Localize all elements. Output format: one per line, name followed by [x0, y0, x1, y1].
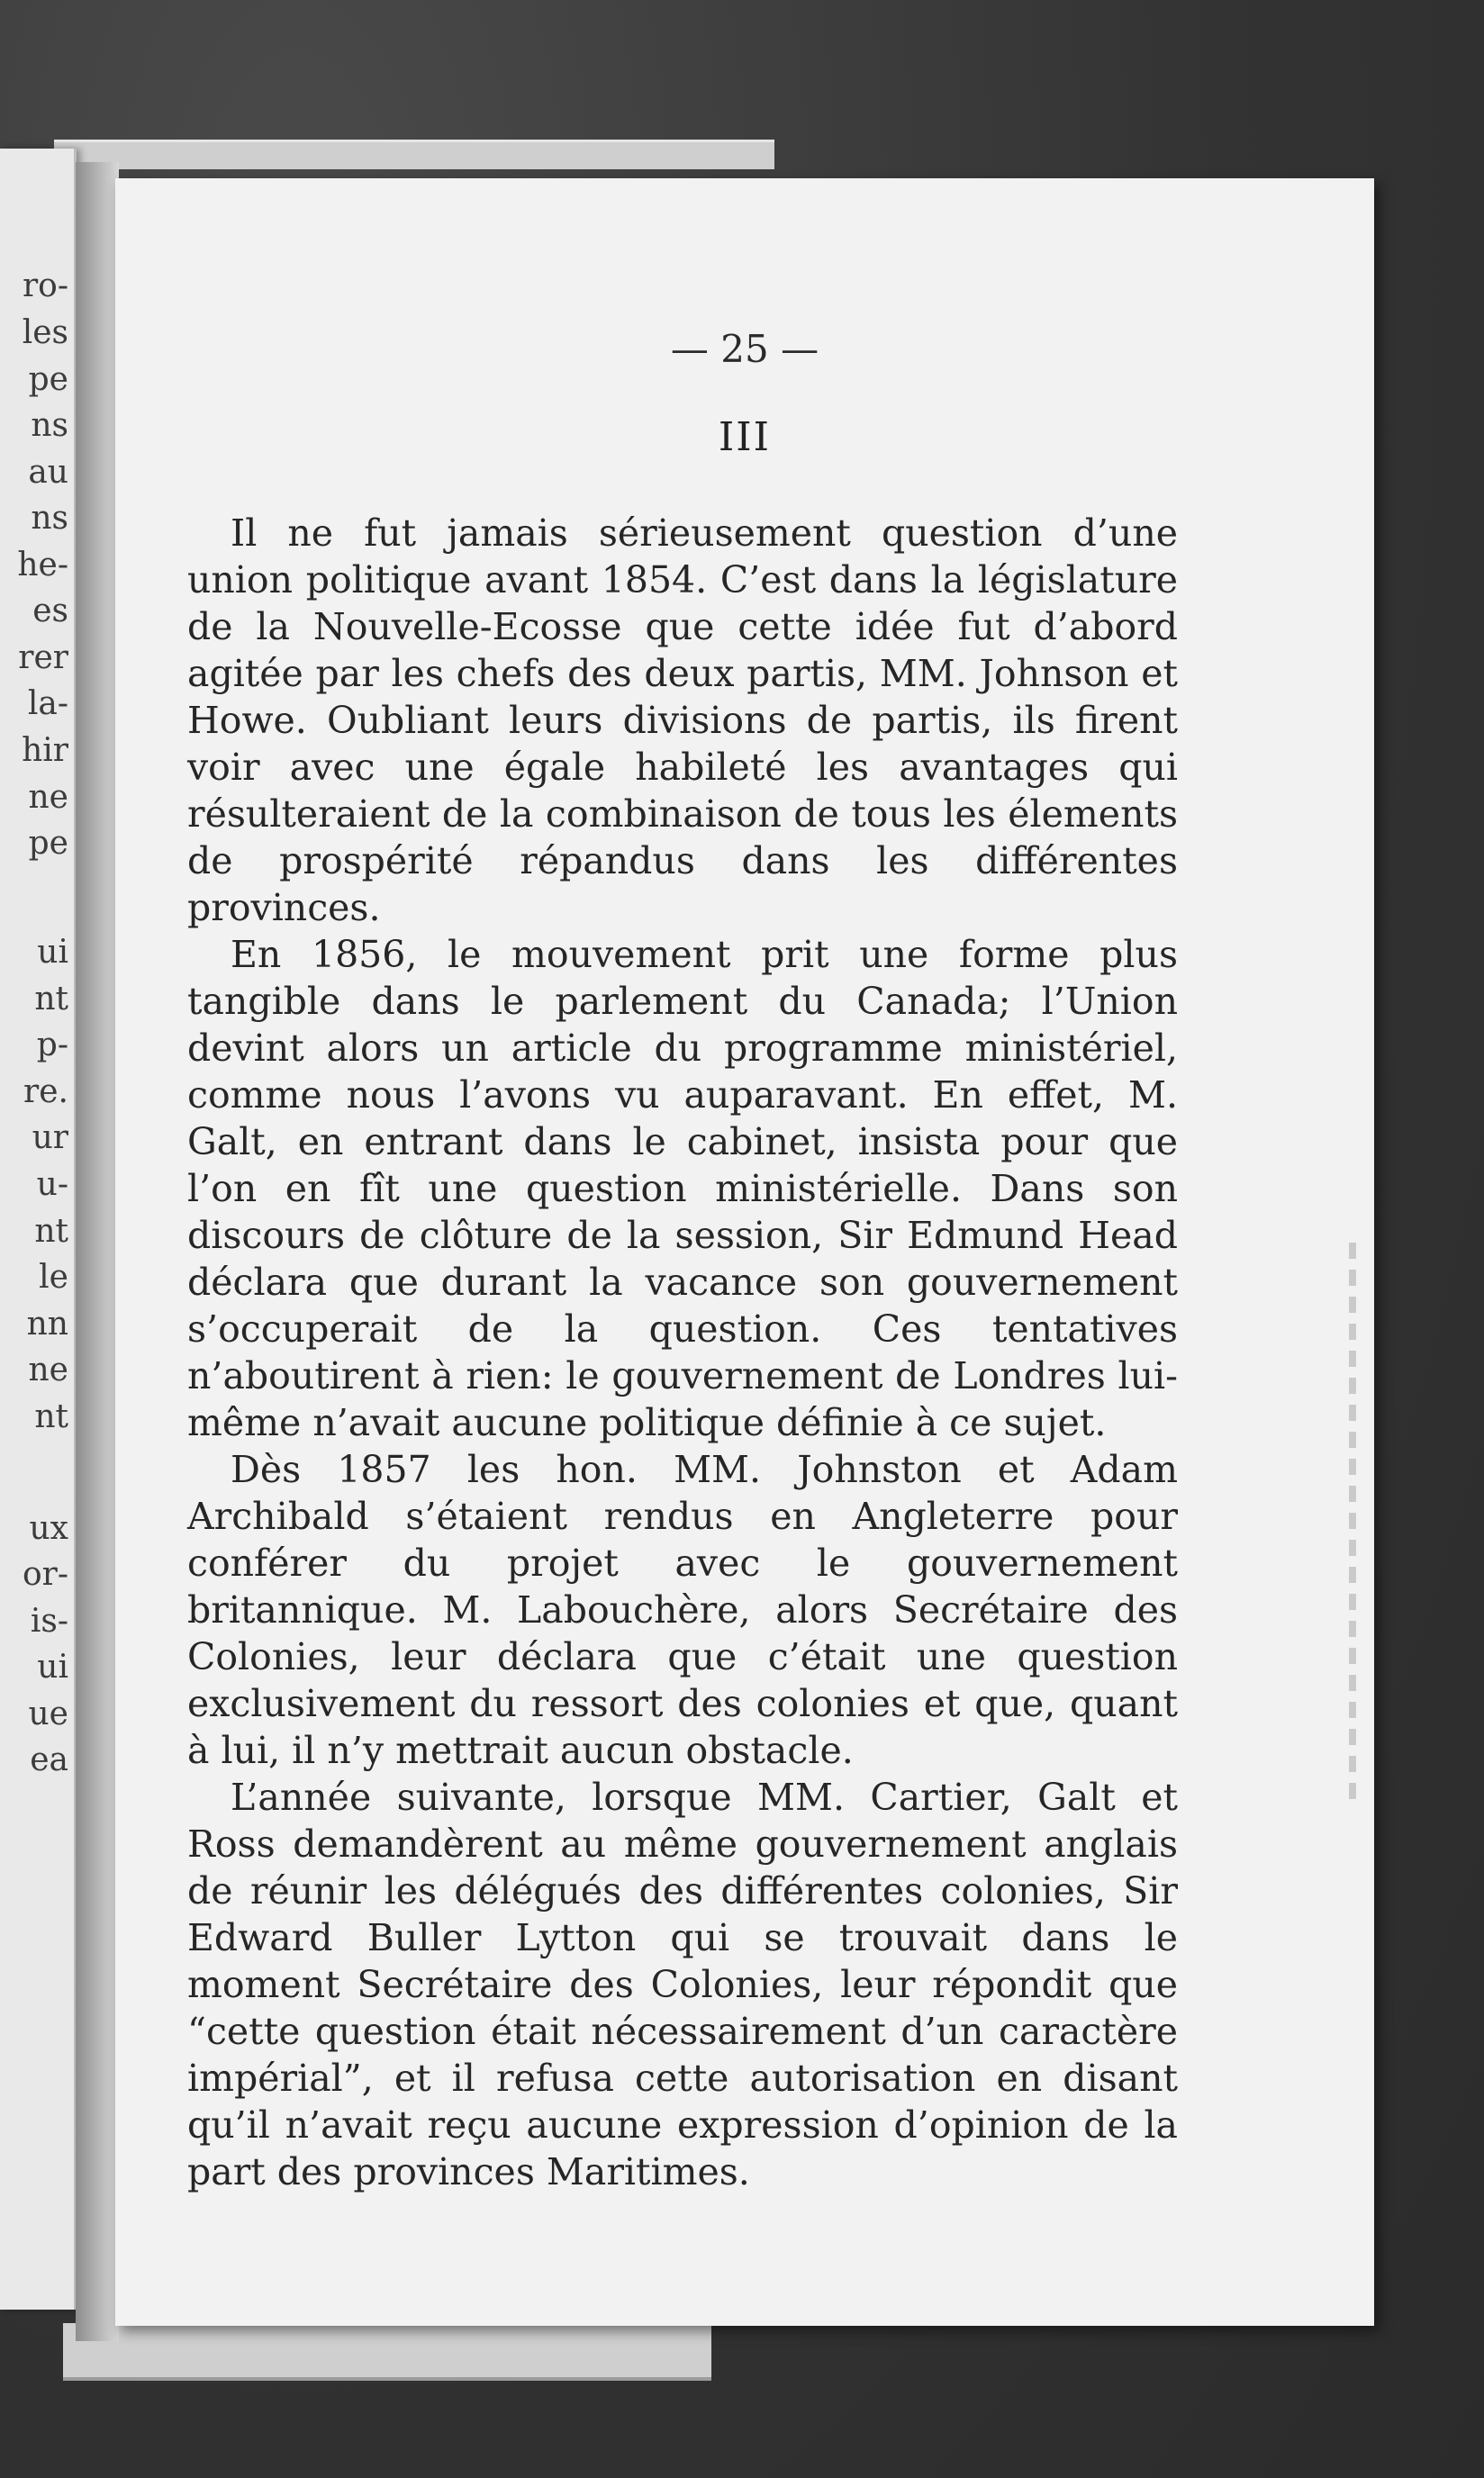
left-page-fragment: nt — [34, 1213, 68, 1250]
left-page-fragment: or- — [22, 1556, 68, 1593]
page-bottom-edge — [63, 2323, 711, 2381]
paragraph-1: Il ne fut jamais sérieusement question d’une union politique avant 1854. C’est dans la législature de la Nouvelle-Ecosse que cette idée fut d’abord agitée par les chefs des deux partis, MM. Johnson et Howe. Oubliant leurs divisions de partis, ils firent voir avec une égale habileté les avantages qui résulteraient de la combinaison de tous les élements de prospérité répandus dans les différentes provinces. — [187, 511, 1178, 929]
left-page-fragment: p- — [36, 1026, 68, 1063]
paragraph-2: En 1856, le mouvement prit une forme plus tangible dans le parlement du Canada; l’Union devint alors un article du programme ministériel, comme nous l’avons vu auparavant. En effet, M. Galt, en entrant dans le cabinet, insista pour que l’on en fît une question ministérielle. Dans son discours de clôture de la session, Sir Edmund Head déclara que durant la vacance son gouvernement s’occuperait de la question. Ces tentatives n’aboutirent à rien: le gouvernement de Londres lui-même n’avait aucune politique définie à ce sujet. — [187, 933, 1178, 1444]
book-spine-shadow — [76, 162, 119, 2341]
left-page-fragment: ns — [31, 407, 68, 444]
left-page-fragment: ne — [28, 1352, 68, 1388]
left-page-fragment: ea — [30, 1741, 68, 1778]
page-edge-marks — [1349, 1243, 1356, 1801]
page-body-text — [187, 510, 1178, 2195]
paragraph-3: Dès 1857 les hon. MM. Johnston et Adam Archibald s’étaient rendus en Angleterre pour conférer du projet avec le gouvernement britannique. M. Labouchère, alors Secrétaire des Colonies, leur déclara que c’était une question exclusivement du ressort des colonies et que, quant à lui, il n’y mettrait aucun obstacle. — [187, 1448, 1178, 1772]
left-page-fragment: ui — [37, 1649, 68, 1686]
chapter-heading: III — [718, 414, 772, 460]
left-facing-page — [0, 149, 77, 2310]
left-page-fragment: pe — [28, 825, 68, 862]
book-page — [115, 178, 1374, 2326]
left-page-fragment: hir — [22, 732, 68, 769]
left-page-fragment: u- — [36, 1166, 68, 1203]
left-page-fragment: ro- — [22, 267, 68, 304]
left-page-fragment: ux — [29, 1510, 68, 1547]
left-page-fragment: le — [39, 1259, 68, 1296]
left-page-fragment: nn — [26, 1306, 68, 1343]
left-page-fragment: es — [32, 592, 68, 629]
left-page-fragment: ns — [31, 500, 68, 537]
left-page-fragment: au — [28, 454, 68, 491]
left-page-fragment: ne — [28, 779, 68, 816]
left-page-fragment: les — [22, 314, 68, 351]
left-page-fragment: la- — [27, 685, 68, 722]
left-page-fragment: rer — [18, 639, 68, 676]
left-page-fragment: nt — [34, 981, 68, 1017]
paragraph-4: L’année suivante, lorsque MM. Cartier, Galt et Ross demandèrent au même gouvernement anglais de réunir les délégués des différentes colonies, Sir Edward Buller Lytton qui se trouvait dans le moment Secrétaire des Colonies, leur répondit que “cette question était nécessairement d’un caractère impérial”, et il refusa cette autorisation en disant qu’il n’avait reçu aucune expression d’opinion de la part des provinces Maritimes. — [187, 1776, 1178, 2193]
page-top-edge — [54, 140, 774, 169]
left-page-fragment: pe — [28, 361, 68, 398]
left-page-fragment: is- — [30, 1603, 68, 1640]
left-page-fragment: ur — [32, 1119, 68, 1156]
page-number: — 25 — — [670, 327, 819, 371]
left-page-fragment: nt — [34, 1398, 68, 1435]
left-page-fragment: ue — [28, 1696, 68, 1732]
left-page-fragment: re. — [23, 1073, 68, 1110]
left-page-fragment: he- — [17, 547, 68, 583]
left-page-fragment: ui — [37, 934, 68, 971]
